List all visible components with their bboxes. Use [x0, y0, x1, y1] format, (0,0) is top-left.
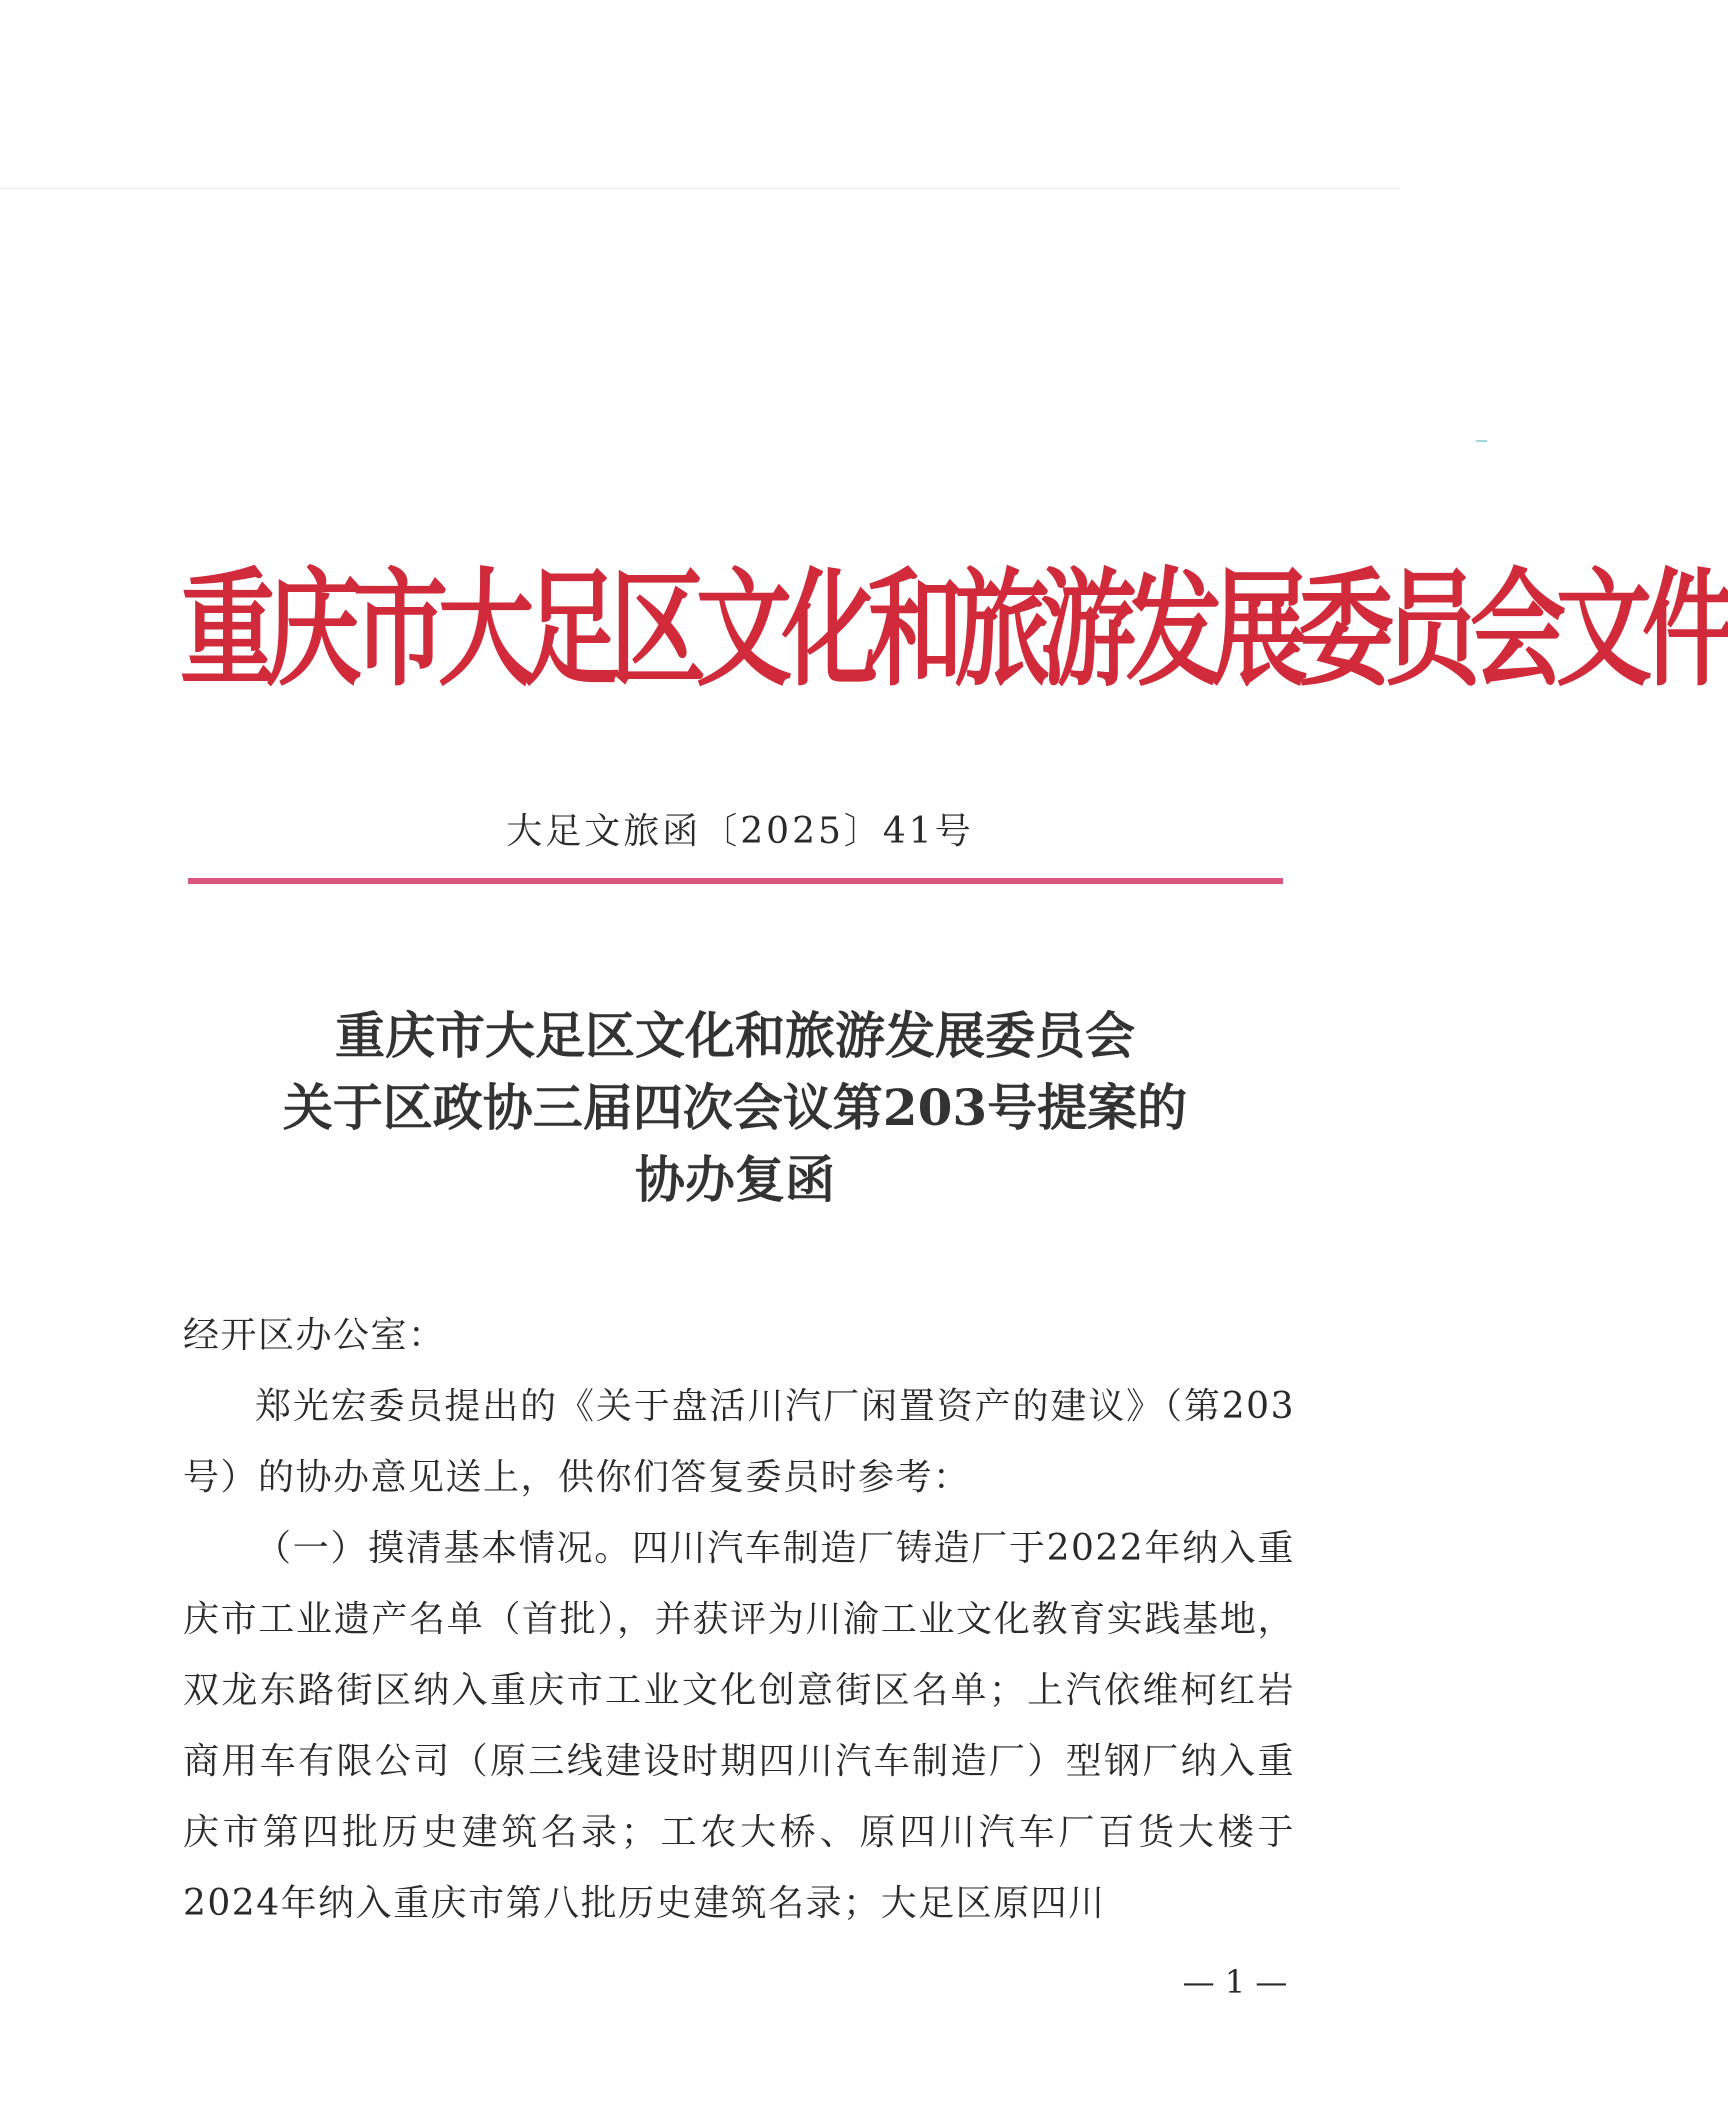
- red-divider-rule: [188, 878, 1283, 884]
- letter-body: [183, 1300, 1295, 1939]
- scan-artifact-line: [0, 188, 1400, 189]
- title-line-3: 协办复函: [635, 1150, 835, 1209]
- salutation: 经开区办公室：: [183, 1315, 446, 1356]
- masthead-title: 重庆市大足区文化和旅游发展委员会文件: [180, 556, 1728, 704]
- document-number: 大足文旅函〔2025〕41号: [506, 811, 974, 852]
- scan-edge-mark: [1476, 440, 1487, 442]
- page-number: — 1 —: [1182, 1963, 1288, 2001]
- document-title: [160, 1000, 1310, 1216]
- paragraph-section-1: （一）摸清基本情况。四川汽车制造厂铸造厂于2022年纳入重庆市工业遗产名单（首批），并获评为川渝工业文化教育实践基地，双龙东路街区纳入重庆市工业文化创意街区名单；上汽依维柯红岩商用车有限公司（原三线建设时期四川汽车制造厂）型钢厂纳入重庆市第四批历史建筑名录；工农大桥、原四川汽车厂百货大楼于2024年纳入重庆市第八批历史建筑名录；大足区原四川: [183, 1528, 1295, 1924]
- title-line-1: 重庆市大足区文化和旅游发展委员会: [335, 1006, 1135, 1065]
- paragraph-intro: 郑光宏委员提出的《关于盘活川汽厂闲置资产的建议》（第203号）的协办意见送上，供你们答复委员时参考：: [183, 1386, 1295, 1498]
- title-line-2: 关于区政协三届四次会议第203号提案的: [282, 1078, 1188, 1137]
